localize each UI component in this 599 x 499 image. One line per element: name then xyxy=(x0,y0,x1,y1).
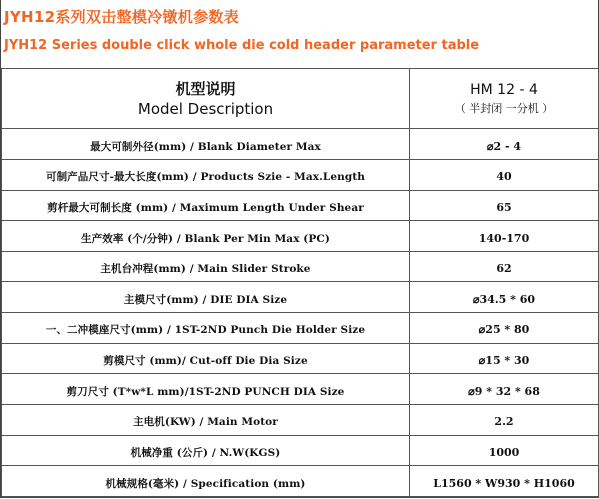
table-row xyxy=(2,282,599,313)
parameter-label: 机械规格(毫米) / Specification (mm) xyxy=(105,477,306,490)
model-subtitle: （ 半封闭 一分机 ） xyxy=(454,101,554,115)
parameter-value-cell xyxy=(410,435,599,466)
parameter-label: 生产效率 (个/分钟) / Blank Per Min Max (PC) xyxy=(81,232,330,245)
table-row xyxy=(2,405,599,436)
model-header-cell xyxy=(410,69,599,129)
parameter-value-cell xyxy=(410,251,599,282)
parameter-value: ⌀9 * 32 * 68 xyxy=(468,384,540,398)
table-row xyxy=(2,374,599,405)
parameter-label-cell xyxy=(2,405,410,436)
parameter-label-cell xyxy=(2,374,410,405)
parameter-label: 剪刀尺寸 (T*w*L mm)/1ST-2ND PUNCH DIA Size xyxy=(66,385,345,398)
parameter-value-cell xyxy=(410,282,599,313)
parameter-value: ⌀25 * 80 xyxy=(478,323,530,337)
parameter-label-cell xyxy=(2,190,410,221)
table-row xyxy=(2,313,599,344)
parameter-label-cell xyxy=(2,251,410,282)
parameter-label-cell xyxy=(2,343,410,374)
parameter-table xyxy=(1,68,599,497)
table-row xyxy=(2,221,599,252)
parameter-value: 2.2 xyxy=(494,415,514,429)
parameter-value-cell xyxy=(410,343,599,374)
parameter-value-cell xyxy=(410,190,599,221)
parameter-value-cell xyxy=(410,221,599,252)
parameter-value-cell xyxy=(410,159,599,190)
parameter-label-cell xyxy=(2,435,410,466)
parameter-label: 剪杆最大可制长度 (mm) / Maximum Length Under Shear xyxy=(47,201,364,214)
parameter-value-cell xyxy=(410,466,599,497)
table-row xyxy=(2,159,599,190)
title-english: JYH12 Series double click whole die cold header parameter table xyxy=(4,38,480,53)
parameter-label-cell xyxy=(2,466,410,497)
table-row xyxy=(2,129,599,160)
table-row xyxy=(2,190,599,221)
parameter-label: 主电机(KW) / Main Motor xyxy=(133,416,278,429)
parameter-label: 主模尺寸(mm) / DIE DIA Size xyxy=(123,293,288,306)
parameter-label-cell xyxy=(2,129,410,160)
table-row xyxy=(2,251,599,282)
table-row xyxy=(2,435,599,466)
parameter-label: 机械净重 (公斤) / N.W(KGS) xyxy=(130,446,281,459)
parameter-value-cell xyxy=(410,129,599,160)
parameter-label: 最大可制外径(mm) / Blank Diameter Max xyxy=(90,140,321,153)
parameter-value: 40 xyxy=(496,170,512,184)
parameter-label-cell xyxy=(2,159,410,190)
parameter-label: 主机台冲程(mm) / Main Slider Stroke xyxy=(100,263,311,276)
parameter-value: 140-170 xyxy=(478,231,530,245)
parameter-label-cell xyxy=(2,282,410,313)
parameter-label: 一、二冲模座尺寸(mm) / 1ST-2ND Punch Die Holder Size xyxy=(45,324,366,337)
parameter-value: ⌀15 * 30 xyxy=(478,354,530,368)
parameter-label-cell xyxy=(2,313,410,344)
parameter-value: 65 xyxy=(496,200,512,214)
model-name: HM 12 - 4 xyxy=(470,81,538,98)
description-header-en: Model Description xyxy=(137,99,274,118)
parameter-value: ⌀34.5 * 60 xyxy=(472,292,536,306)
parameter-value-cell xyxy=(410,374,599,405)
parameter-value: 1000 xyxy=(488,445,520,459)
parameter-value: L1560 * W930 * H1060 xyxy=(433,476,575,490)
parameter-value-cell xyxy=(410,313,599,344)
table-row xyxy=(2,466,599,497)
table-header-row xyxy=(2,69,599,129)
table-row xyxy=(2,343,599,374)
parameter-label: 剪模尺寸 (mm)/ Cut-off Die Dia Size xyxy=(103,355,308,368)
parameter-label: 可制产品尺寸-最大长度(mm) / Products Szie - Max.Length xyxy=(45,171,366,184)
title-chinese: JYH12系列双击整模冷镦机参数表 xyxy=(4,8,239,26)
parameter-value-cell xyxy=(410,405,599,436)
description-header-cn: 机型说明 xyxy=(175,79,236,98)
parameter-value: 62 xyxy=(496,262,512,276)
parameter-label-cell xyxy=(2,221,410,252)
parameter-value: ⌀2 - 4 xyxy=(486,139,522,153)
description-header-cell xyxy=(2,69,410,129)
